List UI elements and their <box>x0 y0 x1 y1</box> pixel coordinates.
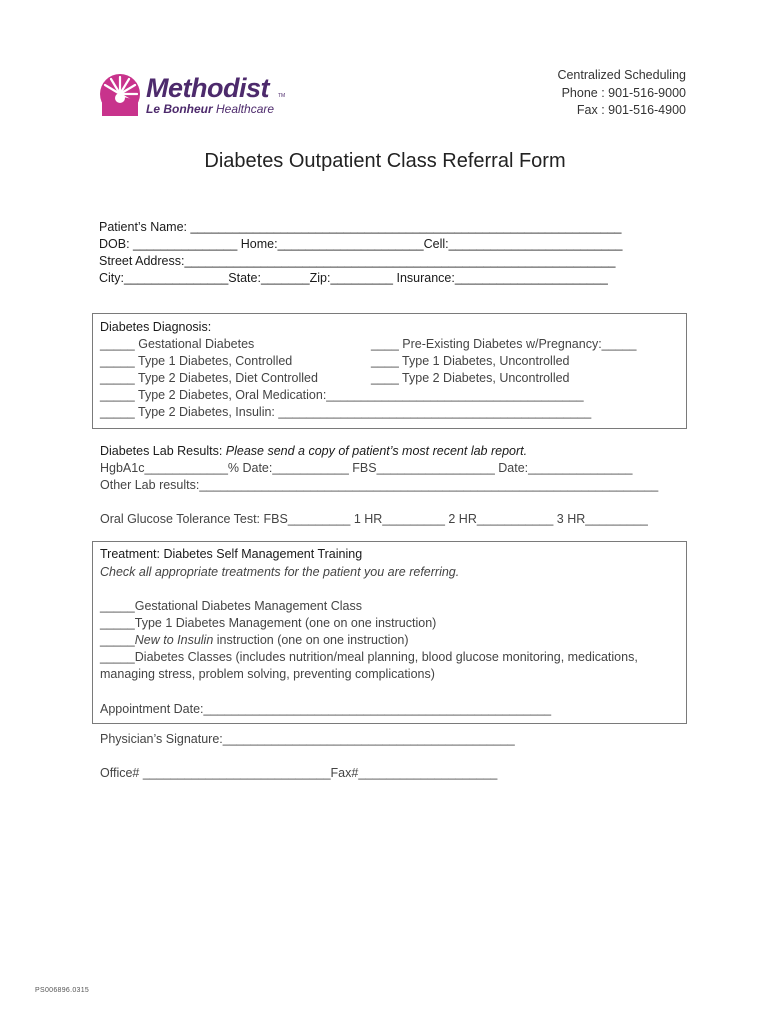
form-title: Diabetes Outpatient Class Referral Form <box>204 150 566 172</box>
treatment-option[interactable]: _____Gestational Diabetes Management Class <box>100 599 362 613</box>
sunburst-logo-icon <box>98 72 142 116</box>
physician-signature-field[interactable]: Physician’s Signature:__________________________________________ <box>100 732 515 746</box>
diagnosis-option[interactable]: _____ Type 2 Diabetes, Oral Medication:_____________________________________ <box>100 388 584 402</box>
diagnosis-option[interactable]: _____ Type 2 Diabetes, Diet Controlled <box>100 371 318 385</box>
street-address-field[interactable]: Street Address:______________________________________________________________ <box>99 254 616 268</box>
contact-fax: Fax : 901-516-4900 <box>576 103 686 117</box>
diagnosis-option[interactable]: _____ Type 2 Diabetes, Insulin: _____________________________________________ <box>100 405 592 419</box>
treatment-instruction: Check all appropriate treatments for the patient you are referring. <box>100 565 460 579</box>
treatment-option-continuation: managing stress, problem solving, preventing complications) <box>100 667 435 681</box>
lab-results-heading: Diabetes Lab Results: Please send a copy of patient’s most recent lab report. <box>100 444 528 458</box>
treatment-option[interactable]: _____Diabetes Classes (includes nutrition/meal planning, blood glucose monitoring, medications, <box>100 650 638 664</box>
appointment-date-field[interactable]: Appointment Date:__________________________________________________ <box>100 702 552 716</box>
diagnosis-option[interactable]: _____ Type 1 Diabetes, Controlled <box>100 354 293 368</box>
diagnosis-option[interactable]: ____ Pre-Existing Diabetes w/Pregnancy:_____ <box>371 337 637 351</box>
contact-title: Centralized Scheduling <box>557 68 686 82</box>
treatment-option[interactable]: _____New to Insulin instruction (one on one instruction) <box>100 633 409 647</box>
diagnosis-heading: Diabetes Diagnosis: <box>100 320 212 334</box>
city-state-zip-insurance-fields[interactable]: City:_______________State:_______Zip:_________ Insurance:______________________ <box>99 271 608 285</box>
diagnosis-option[interactable]: ____ Type 1 Diabetes, Uncontrolled <box>371 354 570 368</box>
other-lab-results-field[interactable]: Other Lab results:__________________________________________________________________ <box>100 478 659 492</box>
logo-subtitle: Le Bonheur Healthcare <box>146 102 275 116</box>
diagnosis-option[interactable]: _____ Gestational Diabetes <box>100 337 255 351</box>
treatment-option[interactable]: _____Type 1 Diabetes Management (one on one instruction) <box>100 616 437 630</box>
methodist-logo <box>98 72 298 120</box>
dob-home-cell-fields[interactable]: DOB: _______________ Home:_____________________Cell:_________________________ <box>99 237 623 251</box>
logo-name: Methodist <box>146 73 269 103</box>
patient-name-field[interactable]: Patient’s Name: ______________________________________________________________ <box>99 220 622 234</box>
contact-phone: Phone : 901-516-9000 <box>561 86 686 100</box>
logo-trademark: TM <box>278 93 286 99</box>
form-code: PS006896.0315 <box>35 987 90 994</box>
oral-glucose-tolerance-fields[interactable]: Oral Glucose Tolerance Test: FBS_________ 1 HR_________ 2 HR___________ 3 HR_________ <box>100 512 648 526</box>
treatment-heading: Treatment: Diabetes Self Management Training <box>100 547 363 561</box>
office-fax-fields[interactable]: Office# ___________________________Fax#____________________ <box>100 766 498 780</box>
hgba1c-fbs-fields[interactable]: HgbA1c____________% Date:___________ FBS_________________ Date:_______________ <box>100 461 633 475</box>
diagnosis-option[interactable]: ____ Type 2 Diabetes, Uncontrolled <box>371 371 570 385</box>
